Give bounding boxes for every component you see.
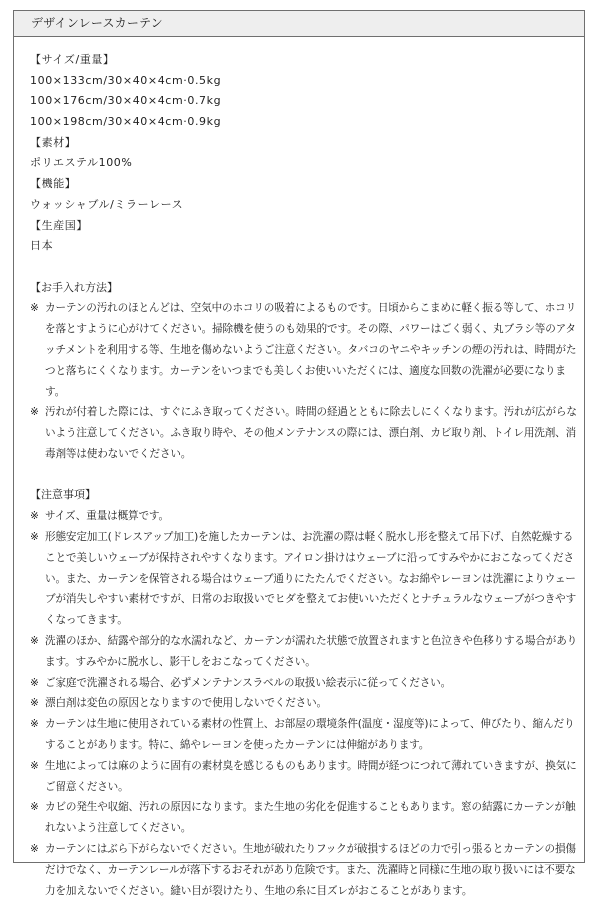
caution-note xyxy=(30,839,581,901)
note-mark: ※ xyxy=(30,759,39,772)
caution-note-text: ご家庭で洗濯される場合、必ずメンテナンスラベルの取扱い絵表示に従ってください。 xyxy=(45,676,452,689)
panel-title: デザインレースカーテン xyxy=(14,11,584,37)
size-heading: 【サイズ/重量】 xyxy=(30,53,115,66)
origin-heading: 【生産国】 xyxy=(30,218,88,232)
caution-note xyxy=(30,756,581,798)
function-heading: 【機能】 xyxy=(30,177,77,191)
note-mark: ※ xyxy=(30,510,39,523)
spec-section xyxy=(30,50,584,257)
section-spacer xyxy=(30,257,584,278)
care-note xyxy=(30,298,581,402)
caution-note xyxy=(30,714,581,756)
caution-note-text: 漂白剤は変色の原因となりますので使用しないでください。 xyxy=(45,697,327,710)
note-mark: ※ xyxy=(30,302,39,315)
caution-note xyxy=(30,527,581,631)
care-section xyxy=(30,278,584,465)
section-spacer xyxy=(30,465,584,486)
note-mark: ※ xyxy=(30,531,39,544)
material-heading: 【素材】 xyxy=(30,135,77,149)
care-heading: 【お手入れ方法】 xyxy=(30,280,118,294)
note-mark: ※ xyxy=(30,635,39,647)
note-mark: ※ xyxy=(30,676,39,689)
function-value: ウォッシャブル/ミラーレース xyxy=(30,197,184,211)
size-row: 100×198cm/30×40×4cm·0.9kg xyxy=(30,115,222,129)
caution-note-text: 洗濯のほか、結露や部分的な水濡れなど、カーテンが濡れた状態で放置されますと色泣きや色移りする場合があります。すみやかに脱水し、影干しをおこなってください。 xyxy=(45,635,578,668)
note-mark: ※ xyxy=(30,718,39,731)
note-mark: ※ xyxy=(30,842,39,855)
origin-value: 日本 xyxy=(30,239,54,253)
note-mark: ※ xyxy=(30,406,39,419)
product-details-panel xyxy=(13,10,585,897)
note-mark: ※ xyxy=(30,697,39,710)
caution-note-text: 形態安定加工(ドレスアップ加工)を施したカーテンは、お洗濯の際は軽く脱水し形を整えて吊下げ、自然乾燥することで美しいウェーブが保持されやすくなります。アイロン掛けはウェーブに沿ってすみやかにおこなってください。また、カーテンを保管される場合はウェーブ通りにたたんでください。なお綿やレーヨンは洗濯によりウェーブが消失しやすい素材ですが、日常のお取扱いでヒダを整えてお使いいただくとナチュラルなウェーブがつきやすくなってきます。 xyxy=(45,531,577,627)
caution-note xyxy=(30,797,581,839)
size-row: 100×133cm/30×40×4cm·0.5kg xyxy=(30,73,222,87)
caution-note-text: 生地によっては麻のように固有の素材臭を感じるものもあります。時間が経つにつれて薄れていきますが、換気にご留意ください。 xyxy=(45,759,577,793)
caution-heading: 【注意事項】 xyxy=(30,488,96,502)
note-mark: ※ xyxy=(30,801,39,814)
caution-note-text: カビの発生や収縮、汚れの原因になります。また生地の劣化を促進することもあります。窓の結露にカーテンが触れないよう注意してください。 xyxy=(45,801,576,835)
care-note xyxy=(30,402,581,464)
caution-note-text: サイズ、重量は概算です。 xyxy=(45,510,169,523)
size-row: 100×176cm/30×40×4cm·0.7kg xyxy=(30,94,222,108)
caution-note xyxy=(30,693,581,714)
caution-section xyxy=(30,485,584,901)
caution-note xyxy=(30,673,581,694)
care-note-text: 汚れが付着した際には、すぐにふき取ってください。時間の経過とともに除去しにくくなります。汚れが広がらないよう注意してください。ふき取り時や、その他メンテナンスの際には、漂白剤、カビ取り剤、トイレ用洗剤、消毒剤等は使わないでください。 xyxy=(45,406,577,460)
caution-note-text: カーテンにはぶら下がらないでください。生地が破れたりフックが破損するほどの力で引っ張るとカーテンの損傷だけでなく、カーテンレールが落下するおそれがあり危険です。また、洗濯時と同様に生地の取り扱いには不要な力を加えないでください。縫い目が裂けたり、生地の糸に目ズレがおこることがあります。 xyxy=(45,842,576,897)
panel-content xyxy=(14,37,584,901)
caution-note xyxy=(30,631,581,673)
care-note-text: カーテンの汚れのほとんどは、空気中のホコリの吸着によるものです。日頃からこまめに軽く振る等して、ホコリを落とすように心がけてください。掃除機を使うのも効果的です。その際、パワーはごく弱く、丸ブラシ等のアタッチメントを利用する等、生地を傷めないようご注意ください。タバコのヤニやキッチンの煙の汚れは、時間がたつと落ちにくくなります。カーテンをいつまでも美しくお使いいただくには、適度な回数の洗濯が必要になります。 xyxy=(45,302,577,398)
caution-note-text: カーテンは生地に使用されている素材の性質上、お部屋の環境条件(温度・湿度等)によって、伸びたり、縮んだりすることがあります。特に、綿やレーヨンを使ったカーテンには伸縮があります。 xyxy=(45,718,575,751)
material-value: ポリエステル100% xyxy=(30,156,133,170)
caution-note xyxy=(30,506,581,527)
